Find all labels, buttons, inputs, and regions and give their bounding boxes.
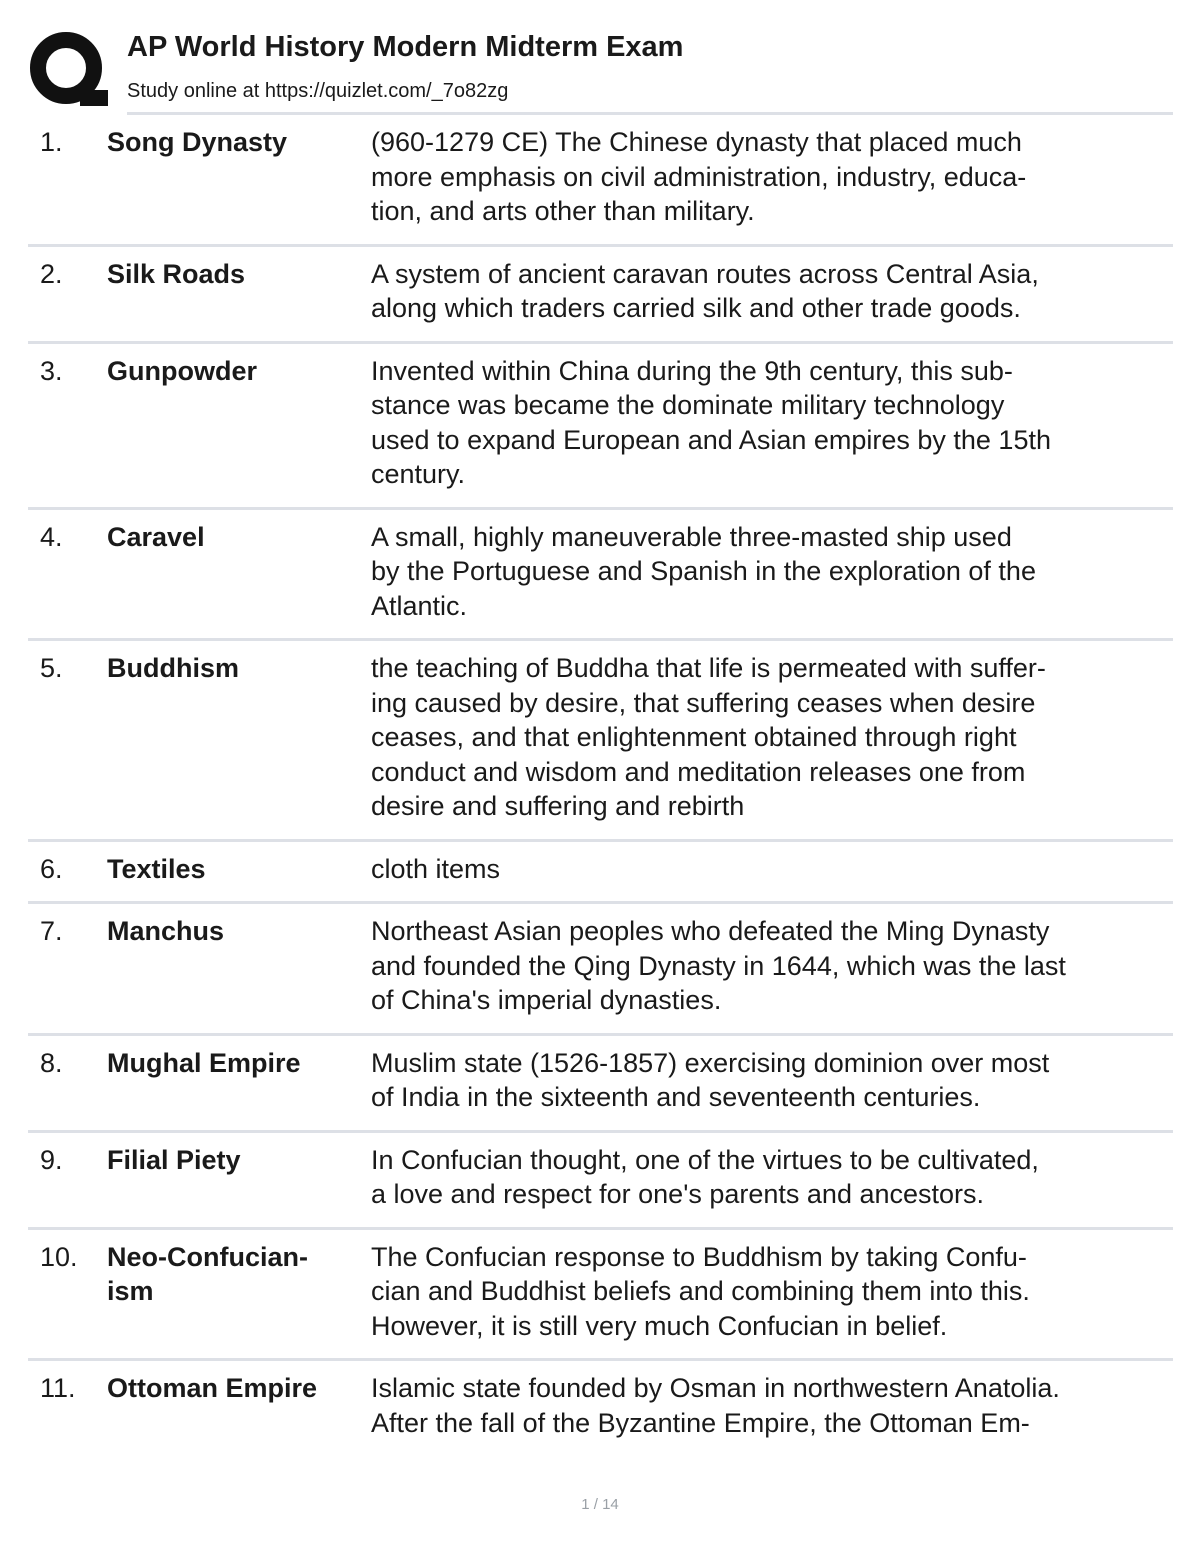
definition-line: and founded the Qing Dynasty in 1644, which was the last [371,950,1066,981]
term-number: 2. [40,258,63,289]
page-number: 1 / 14 [581,1496,619,1513]
term-name: Song Dynasty [107,127,288,157]
term-number: 4. [40,521,63,552]
term-row [28,344,1173,510]
quizlet-q-logo-icon [28,30,108,108]
term-definition [371,125,1161,229]
term-row [28,1230,1173,1362]
definition-line: desire and suffering and rebirth [371,791,745,821]
definition-line: Muslim state (1526-1857) exercising dominion over most [371,1047,1050,1078]
definition-line: cloth items [371,853,501,884]
definition-line: However, it is still very much Confucian in belief. [371,1310,948,1341]
term-number: 5. [40,653,63,683]
term-name: Buddhism [107,653,239,683]
definition-line: ing caused by desire, that suffering ceases when desire [371,687,1036,718]
definition-line: Northeast Asian peoples who defeated the Ming Dynasty [371,916,1050,946]
definition-line: Atlantic. [371,590,468,621]
term-definition [371,1046,1161,1115]
term-row [28,904,1173,1036]
term-definition [371,257,1161,326]
term-name: Filial Piety [107,1144,241,1175]
term-number: 7. [40,916,63,946]
definition-line: A small, highly maneuverable three-masted ship used [371,521,1012,552]
term-definition [371,651,1161,824]
term-name: Caravel [107,521,205,552]
definition-line: by the Portuguese and Spanish in the exploration of the [371,556,1036,586]
term-number: 6. [40,853,63,884]
term-number: 9. [40,1144,63,1175]
term-row [28,115,1173,247]
term-number: 8. [40,1047,63,1078]
term-row [28,247,1173,344]
definition-line: along which traders carried silk and other trade goods. [371,293,1021,323]
term-definition [371,520,1161,624]
term-row [28,510,1173,642]
term-row [28,842,1173,905]
definition-line: of India in the sixteenth and seventeenth centuries. [371,1082,981,1112]
definition-line: (960-1279 CE) The Chinese dynasty that placed much [371,127,1022,157]
term-number: 11. [40,1373,76,1403]
term-name: Mughal Empire [107,1047,301,1078]
term-row [28,641,1173,842]
term-definition [371,1143,1161,1212]
definition-line: tion, and arts other than military. [371,196,755,226]
definition-line: After the fall of the Byzantine Empire, the Ottoman Em- [371,1407,1030,1438]
terms-list [28,115,1173,1455]
term-number: 3. [40,355,63,386]
definition-line: conduct and wisdom and meditation releases one from [371,756,1026,787]
definition-line: stance was became the dominate military technology [371,390,1005,420]
term-definition [371,354,1161,492]
study-online-subtitle: Study online at https://quizlet.com/_7o82zg [127,80,509,102]
term-name: Neo-Confucian- ism [107,1241,308,1306]
definition-line: more emphasis on civil administration, industry, educa- [371,161,1027,192]
term-definition [371,1371,1161,1440]
definition-line: The Confucian response to Buddhism by taking Confu- [371,1241,1027,1272]
definition-line: Invented within China during the 9th century, this sub- [371,355,1013,386]
definition-line: A system of ancient caravan routes across Central Asia, [371,258,1039,289]
term-name: Gunpowder [107,355,257,386]
page-title: AP World History Modern Midterm Exam [127,31,684,63]
definition-line: a love and respect for one's parents and ancestors. [371,1179,985,1209]
term-definition [371,852,1161,887]
definition-line: Islamic state founded by Osman in northwestern Anatolia. [371,1373,1060,1403]
term-name: Textiles [107,853,206,884]
definition-line: of China's imperial dynasties. [371,985,722,1015]
definition-line: ceases, and that enlightenment obtained through right [371,722,1017,752]
definition-line: century. [371,459,466,489]
definition-line: In Confucian thought, one of the virtues to be cultivated, [371,1144,1039,1175]
term-number: 10. [40,1241,78,1272]
definition-line: cian and Buddhist beliefs and combining them into this. [371,1276,1030,1306]
term-row [28,1036,1173,1133]
term-name: Silk Roads [107,258,246,289]
definition-line: the teaching of Buddha that life is permeated with suffer- [371,653,1046,683]
term-row [28,1361,1173,1455]
term-definition [371,1240,1161,1344]
term-definition [371,914,1161,1018]
term-name: Manchus [107,916,225,946]
term-number: 1. [40,127,63,157]
term-row [28,1133,1173,1230]
definition-line: used to expand European and Asian empires by the 15th [371,424,1051,455]
term-name: Ottoman Empire [107,1373,318,1403]
